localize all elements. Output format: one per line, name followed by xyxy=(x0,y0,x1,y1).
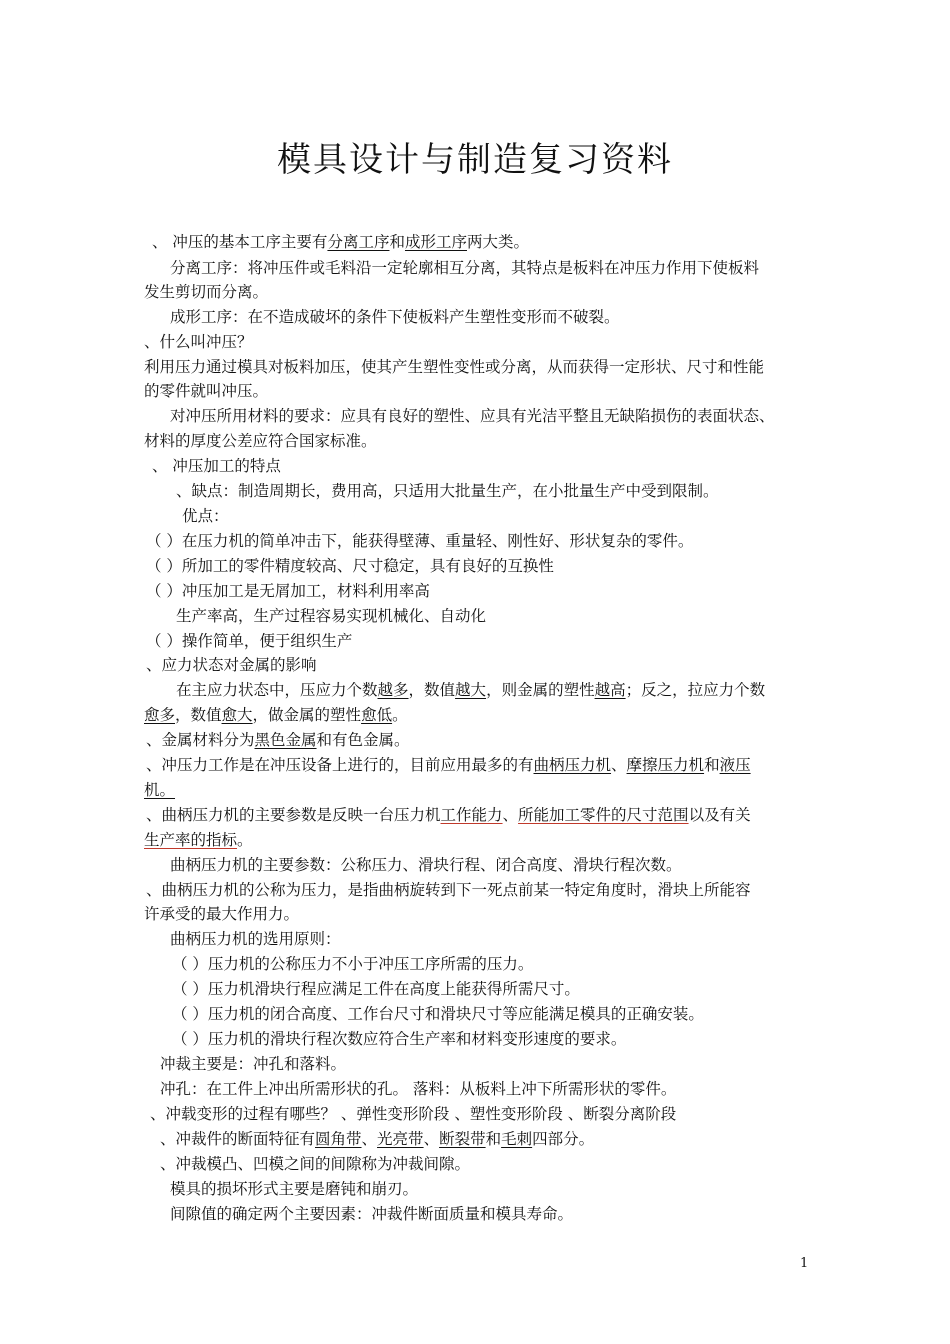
text-line: （ ）所加工的零件精度较高、尺寸稳定，具有良好的互换性 xyxy=(146,557,554,575)
text-line: （ ）在压力机的简单冲击下，能获得壁薄、重量轻、刚性好、形状复杂的零件。 xyxy=(146,532,694,550)
text-line: 、曲柄压力机的主要参数是反映一台压力机工作能力、所能加工零件的尺寸范围以及有关 xyxy=(146,806,751,824)
text-line: 模具的损坏形式主要是磨钝和崩刃。 xyxy=(170,1180,419,1198)
text-line: 、应力状态对金属的影响 xyxy=(146,656,317,674)
text-line: 、什么叫冲压？ xyxy=(144,333,253,351)
text-line: （ ）操作简单，便于组织生产 xyxy=(146,632,353,650)
text-line: 发生剪切而分离。 xyxy=(144,283,269,301)
text-line: 、 冲压的基本工序主要有分离工序和成形工序两大类。 xyxy=(152,233,529,251)
text-line: （ ）压力机的闭合高度、工作台尺寸和滑块尺寸等应能满足模具的正确安装。 xyxy=(172,1005,704,1023)
text-line: 成形工序：在不造成破坏的条件下使板料产生塑性变形而不破裂。 xyxy=(170,308,620,326)
text-line: 许承受的最大作用力。 xyxy=(144,905,300,923)
text-line: 对冲压所用材料的要求：应具有良好的塑性、应具有光洁平整且无缺陷损伤的表面状态、 xyxy=(170,407,775,425)
text-line: 利用压力通过模具对板料加压，使其产生塑性变性或分离，从而获得一定形状、尺寸和性能 xyxy=(144,358,765,376)
text-line: 冲裁主要是：冲孔和落料。 xyxy=(160,1055,347,1073)
text-line: 、缺点：制造周期长，费用高，只适用大批量生产，在小批量生产中受到限制。 xyxy=(176,482,719,500)
text-line: 优点： xyxy=(182,507,229,525)
text-line: 、金属材料分为黑色金属和有色金属。 xyxy=(146,731,410,749)
text-line: 、冲压力工作是在冲压设备上进行的，目前应用最多的有曲柄压力机、摩擦压力机和液压 xyxy=(146,756,751,774)
text-line: （ ）冲压加工是无屑加工，材料利用率高 xyxy=(146,582,430,600)
text-line: 、 冲压加工的特点 xyxy=(152,457,281,475)
text-line: 材料的厚度公差应符合国家标准。 xyxy=(144,432,377,450)
text-line: 曲柄压力机的选用原则： xyxy=(170,930,341,948)
page-number: 1 xyxy=(800,1256,809,1271)
text-line: 愈多，数值愈大，做金属的塑性愈低。 xyxy=(144,706,408,724)
text-line: （ ）压力机的滑块行程次数应符合生产率和材料变形速度的要求。 xyxy=(172,1030,627,1048)
text-line: 、冲裁模凸、凹模之间的间隙称为冲裁间隙。 xyxy=(160,1155,471,1173)
text-line: 的零件就叫冲压。 xyxy=(144,382,269,400)
text-line: 、冲裁件的断面特征有圆角带、光亮带、断裂带和毛刺四部分。 xyxy=(160,1130,595,1148)
text-line: （ ）压力机的公称压力不小于冲压工序所需的压力。 xyxy=(172,955,534,973)
text-line: 机。 xyxy=(144,781,176,799)
text-line: 分离工序：将冲压件或毛料沿一定轮廓相互分离，其特点是板料在冲压力作用下使板料 xyxy=(170,259,760,277)
text-line: （ ）压力机滑块行程应满足工件在高度上能获得所需尺寸。 xyxy=(172,980,580,998)
text-line: 冲孔：在工件上冲出所需形状的孔。 落料：从板料上冲下所需形状的零件。 xyxy=(160,1080,677,1098)
page-title: 模具设计与制造复习资料 xyxy=(277,140,673,180)
text-line: 生产率高，生产过程容易实现机械化、自动化 xyxy=(176,607,487,625)
text-line: 、曲柄压力机的公称为压力，是指曲柄旋转到下一死点前某一特定角度时，滑块上所能容 xyxy=(146,881,751,899)
text-line: 曲柄压力机的主要参数：公称压力、滑块行程、闭合高度、滑块行程次数。 xyxy=(170,856,682,874)
text-line: 在主应力状态中，压应力个数越多，数值越大，则金属的塑性越高；反之，拉应力个数 xyxy=(176,681,766,699)
text-line: 生产率的指标。 xyxy=(144,831,253,849)
text-line: 间隙值的确定两个主要因素：冲裁件断面质量和模具寿命。 xyxy=(170,1205,574,1223)
text-line: 、冲载变形的过程有哪些？ 、弹性变形阶段 、塑性变形阶段 、断裂分离阶段 xyxy=(150,1105,677,1123)
